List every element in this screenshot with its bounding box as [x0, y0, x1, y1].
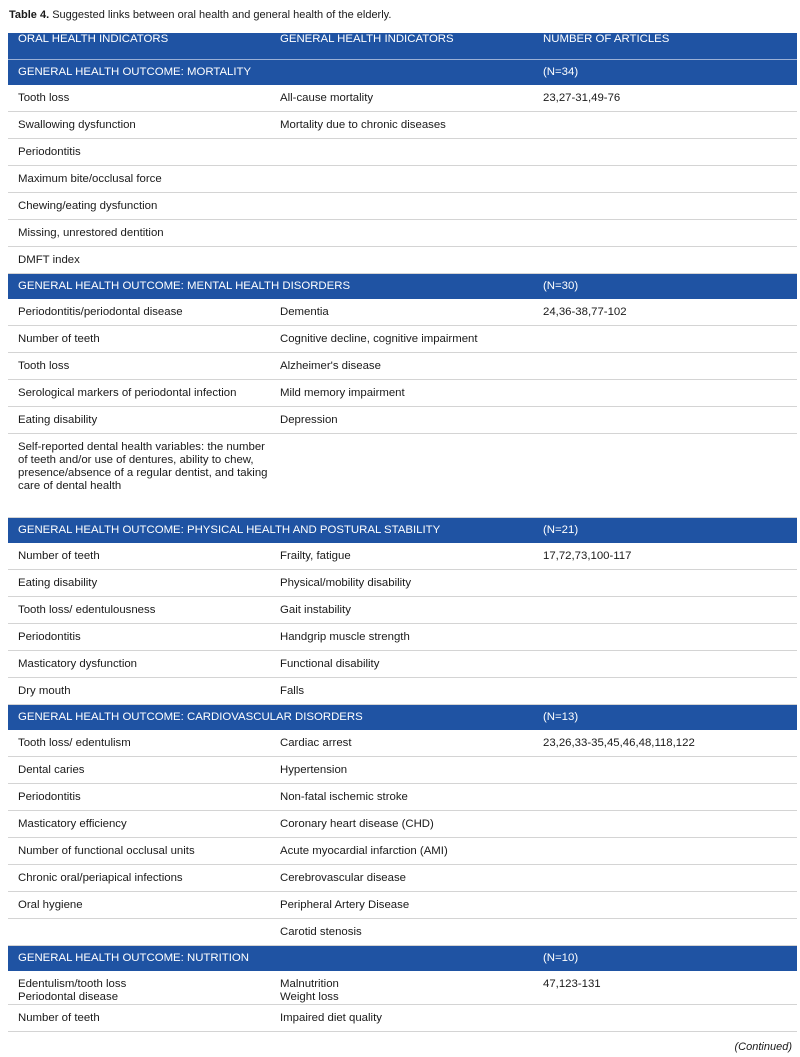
- data-table: [8, 33, 797, 1032]
- article-refs-cell: [533, 892, 797, 919]
- general-indicator-cell: Mild memory impairment: [270, 380, 533, 407]
- section-header-row: [8, 60, 797, 86]
- table-row: [8, 247, 797, 274]
- oral-indicator-cell: Edentulism/tooth loss Periodontal disease: [8, 971, 270, 1005]
- table-row: [8, 434, 797, 518]
- article-refs-cell: [533, 570, 797, 597]
- oral-indicator-cell: Periodontitis: [8, 139, 270, 166]
- section-title: GENERAL HEALTH OUTCOME: PHYSICAL HEALTH AND POSTURAL STABILITY: [8, 518, 533, 544]
- oral-indicator-cell: Number of teeth: [8, 326, 270, 353]
- oral-indicator-cell: [8, 919, 270, 946]
- general-indicator-cell: Handgrip muscle strength: [270, 624, 533, 651]
- article-refs-cell: 23,26,33-35,45,46,48,118,122: [533, 730, 797, 757]
- oral-indicator-cell: Dental caries: [8, 757, 270, 784]
- article-refs-cell: [533, 407, 797, 434]
- oral-indicator-cell: Number of functional occlusal units: [8, 838, 270, 865]
- section-count: (N=30): [533, 274, 797, 300]
- general-indicator-cell: Acute myocardial infarction (AMI): [270, 838, 533, 865]
- general-indicator-cell: [270, 220, 533, 247]
- table-title: Suggested links between oral health and general health of the elderly.: [49, 9, 392, 21]
- table-row: [8, 730, 797, 757]
- section-title: GENERAL HEALTH OUTCOME: NUTRITION: [8, 946, 533, 972]
- oral-indicator-cell: Chewing/eating dysfunction: [8, 193, 270, 220]
- general-indicator-cell: Malnutrition Weight loss: [270, 971, 533, 1005]
- table-row: [8, 624, 797, 651]
- general-indicator-cell: Functional disability: [270, 651, 533, 678]
- oral-indicator-cell: Chronic oral/periapical infections: [8, 865, 270, 892]
- article-refs-cell: [533, 139, 797, 166]
- oral-indicator-cell: Periodontitis: [8, 784, 270, 811]
- header-oral-health-indicators: ORAL HEALTH INDICATORS: [8, 33, 270, 60]
- table-row: [8, 597, 797, 624]
- article-refs-cell: [533, 326, 797, 353]
- general-indicator-cell: Cognitive decline, cognitive impairment: [270, 326, 533, 353]
- oral-indicator-cell: Swallowing dysfunction: [8, 112, 270, 139]
- table-row: [8, 971, 797, 1005]
- article-refs-cell: [533, 865, 797, 892]
- article-refs-cell: [533, 757, 797, 784]
- table-row: [8, 678, 797, 705]
- table-row: [8, 193, 797, 220]
- oral-indicator-cell: Serological markers of periodontal infection: [8, 380, 270, 407]
- oral-indicator-cell: Number of teeth: [8, 543, 270, 570]
- article-refs-cell: [533, 353, 797, 380]
- article-refs-cell: [533, 220, 797, 247]
- article-refs-cell: [533, 678, 797, 705]
- table-caption: [9, 8, 391, 22]
- article-refs-cell: [533, 624, 797, 651]
- general-indicator-cell: All-cause mortality: [270, 85, 533, 112]
- header-row: [8, 33, 797, 60]
- table-row: [8, 543, 797, 570]
- section-count: (N=21): [533, 518, 797, 544]
- section-title: GENERAL HEALTH OUTCOME: MORTALITY: [8, 60, 533, 86]
- general-indicator-cell: [270, 247, 533, 274]
- oral-indicator-cell: Missing, unrestored dentition: [8, 220, 270, 247]
- table-row: [8, 166, 797, 193]
- general-indicator-cell: Hypertension: [270, 757, 533, 784]
- table-row: [8, 139, 797, 166]
- table-row: [8, 838, 797, 865]
- table-row: [8, 220, 797, 247]
- oral-indicator-cell: Tooth loss: [8, 85, 270, 112]
- article-refs-cell: [533, 811, 797, 838]
- general-indicator-cell: Cerebrovascular disease: [270, 865, 533, 892]
- section-header-row: [8, 946, 797, 972]
- header-general-health-indicators: GENERAL HEALTH INDICATORS: [270, 33, 533, 60]
- section-title: GENERAL HEALTH OUTCOME: CARDIOVASCULAR DISORDERS: [8, 705, 533, 731]
- general-indicator-cell: [270, 166, 533, 193]
- article-refs-cell: [533, 193, 797, 220]
- header-number-of-articles: NUMBER OF ARTICLES: [533, 33, 797, 60]
- table-row: [8, 919, 797, 946]
- table-row: [8, 892, 797, 919]
- table-row: [8, 85, 797, 112]
- article-refs-cell: [533, 597, 797, 624]
- article-refs-cell: 24,36-38,77-102: [533, 299, 797, 326]
- general-indicator-cell: Physical/mobility disability: [270, 570, 533, 597]
- table-row: [8, 299, 797, 326]
- oral-indicator-cell: Self-reported dental health variables: the number of teeth and/or use of dentures, ability to chew, presence/absence of a regular dentist, and taking care of dental health: [8, 434, 270, 518]
- oral-indicator-cell: Number of teeth: [8, 1005, 270, 1032]
- article-refs-cell: [533, 784, 797, 811]
- table-row: [8, 570, 797, 597]
- table-row: [8, 326, 797, 353]
- section-count: (N=10): [533, 946, 797, 972]
- table-row: [8, 112, 797, 139]
- section-header-row: [8, 705, 797, 731]
- table-row: [8, 651, 797, 678]
- general-indicator-cell: Coronary heart disease (CHD): [270, 811, 533, 838]
- table-row: [8, 865, 797, 892]
- article-refs-cell: [533, 434, 797, 518]
- oral-indicator-cell: Masticatory efficiency: [8, 811, 270, 838]
- general-indicator-cell: Non-fatal ischemic stroke: [270, 784, 533, 811]
- article-refs-cell: [533, 380, 797, 407]
- section-header-row: [8, 518, 797, 544]
- article-refs-cell: 47,123-131: [533, 971, 797, 1005]
- oral-indicator-cell: Periodontitis: [8, 624, 270, 651]
- general-indicator-cell: Falls: [270, 678, 533, 705]
- table-row: [8, 1005, 797, 1032]
- table-row: [8, 407, 797, 434]
- general-indicator-cell: Dementia: [270, 299, 533, 326]
- general-indicator-cell: [270, 193, 533, 220]
- section-count: (N=13): [533, 705, 797, 731]
- section-count: (N=34): [533, 60, 797, 86]
- article-refs-cell: 17,72,73,100-117: [533, 543, 797, 570]
- oral-indicator-cell: Tooth loss/ edentulousness: [8, 597, 270, 624]
- article-refs-cell: [533, 651, 797, 678]
- table-body: [8, 60, 797, 1032]
- table-label: Table 4.: [9, 9, 50, 21]
- article-refs-cell: [533, 112, 797, 139]
- article-refs-cell: [533, 919, 797, 946]
- oral-indicator-cell: Masticatory dysfunction: [8, 651, 270, 678]
- general-indicator-cell: Gait instability: [270, 597, 533, 624]
- oral-indicator-cell: Eating disability: [8, 407, 270, 434]
- general-indicator-cell: Mortality due to chronic diseases: [270, 112, 533, 139]
- oral-indicator-cell: Tooth loss/ edentulism: [8, 730, 270, 757]
- general-indicator-cell: Frailty, fatigue: [270, 543, 533, 570]
- general-indicator-cell: Cardiac arrest: [270, 730, 533, 757]
- article-refs-cell: [533, 838, 797, 865]
- section-title: GENERAL HEALTH OUTCOME: MENTAL HEALTH DISORDERS: [8, 274, 533, 300]
- continued-note: (Continued): [734, 1041, 792, 1053]
- oral-indicator-cell: Maximum bite/occlusal force: [8, 166, 270, 193]
- general-indicator-cell: Alzheimer's disease: [270, 353, 533, 380]
- oral-indicator-cell: DMFT index: [8, 247, 270, 274]
- general-indicator-cell: [270, 139, 533, 166]
- article-refs-cell: [533, 247, 797, 274]
- general-indicator-cell: [270, 434, 533, 518]
- general-indicator-cell: Peripheral Artery Disease: [270, 892, 533, 919]
- table-row: [8, 784, 797, 811]
- general-indicator-cell: Depression: [270, 407, 533, 434]
- general-indicator-cell: Impaired diet quality: [270, 1005, 533, 1032]
- general-indicator-cell: Carotid stenosis: [270, 919, 533, 946]
- table-row: [8, 811, 797, 838]
- article-refs-cell: [533, 1005, 797, 1032]
- oral-indicator-cell: Periodontitis/periodontal disease: [8, 299, 270, 326]
- table-row: [8, 757, 797, 784]
- oral-indicator-cell: Dry mouth: [8, 678, 270, 705]
- oral-indicator-cell: Tooth loss: [8, 353, 270, 380]
- oral-indicator-cell: Eating disability: [8, 570, 270, 597]
- oral-indicator-cell: Oral hygiene: [8, 892, 270, 919]
- article-refs-cell: [533, 166, 797, 193]
- section-header-row: [8, 274, 797, 300]
- table-row: [8, 380, 797, 407]
- article-refs-cell: 23,27-31,49-76: [533, 85, 797, 112]
- table-row: [8, 353, 797, 380]
